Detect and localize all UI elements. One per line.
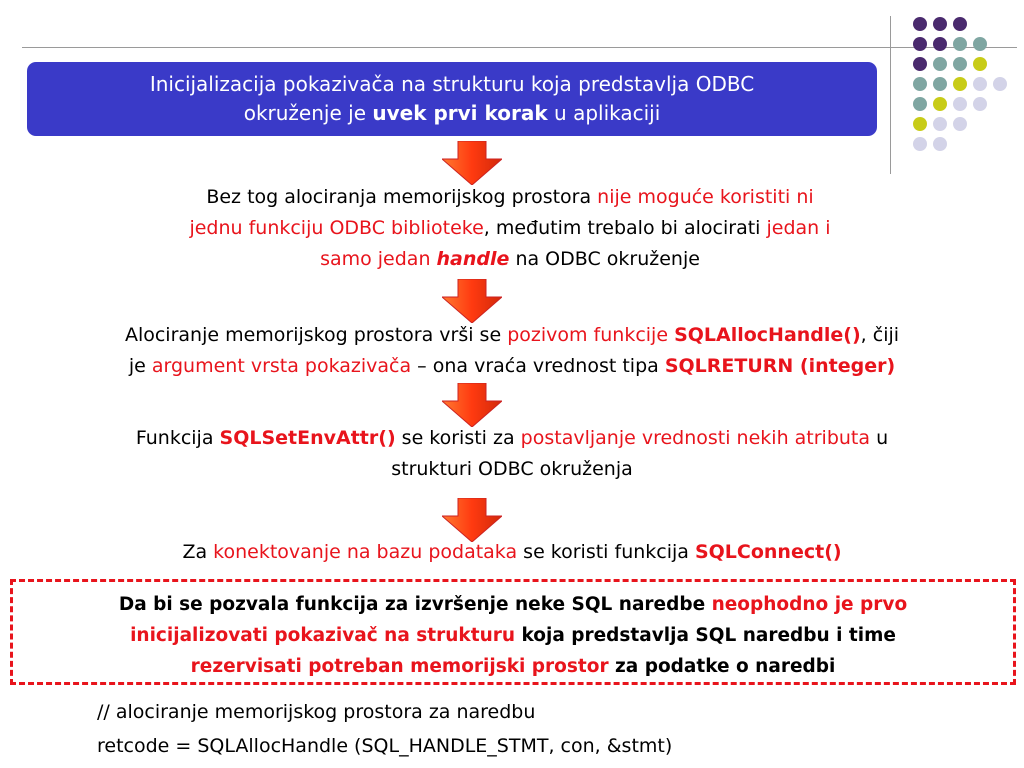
p4-function-name: SQLConnect() [694,541,842,563]
decorative-dot [973,37,987,51]
p4-text-c: se koristi funkcija [517,541,695,563]
decorative-dot [913,77,927,91]
p1-text-b: nije moguće koristiti ni [597,186,814,208]
decorative-dot [933,137,947,151]
p2-text-g: – ona vraća vrednost tipa [411,355,665,377]
p1-text-d: , međutim trebalo bi alocirati [483,217,767,239]
p3-text-c: se koristi za [395,427,521,449]
decorative-dot [913,117,927,131]
top-divider-line [22,47,1017,48]
statement-note-text [18,589,1008,682]
vertical-divider-line [890,16,891,174]
p2-text-d: , čiji [860,324,900,346]
paragraph-handle-requirement [60,182,960,275]
box-text-d: koja predstavlja SQL naredbu i time [515,625,896,646]
decorative-dot [913,137,927,151]
paragraph-set-env-attr [14,423,1010,485]
banner-line1: Inicijalizacija pokazivača na strukturu koja predstavlja ODBC [149,72,755,96]
decorative-dot [913,17,927,31]
p4-text-b: konektovanje na bazu podataka [213,541,518,563]
decorative-dot [973,77,987,91]
p3-text-f: strukturi ODBC okruženja [391,458,633,480]
p2-text-f: argument vrsta pokazivača [151,355,412,377]
box-text-a: Da bi se pozvala funkcija za izvršenje neke SQL naredbe [118,594,712,615]
decorative-dot [913,57,927,71]
box-text-c: inicijalizovati pokazivač na strukturu [130,625,516,646]
code-statement-line: retcode = SQLAllocHandle (SQL_HANDLE_STMT, con, &stmt) [97,735,673,757]
banner-line2-bold: uvek prvi korak [372,101,548,125]
box-text-b: neophodno je prvo [711,594,908,615]
down-arrow-icon [442,279,502,323]
decorative-dot [973,57,987,71]
decorative-dot [933,37,947,51]
decorative-dot [913,97,927,111]
decorative-dot [953,37,967,51]
p3-text-a: Funkcija [135,427,220,449]
down-arrow-icon [442,383,502,427]
paragraph-alloc-handle [14,320,1010,382]
p2-text-b: pozivom funkcije [507,324,675,346]
banner-line2-b: u aplikaciji [547,101,661,125]
decorative-dot [933,77,947,91]
p1-text-f: samo jedan [320,248,437,270]
down-arrow-icon [442,498,502,542]
decorative-dot [953,117,967,131]
decorative-dot [933,57,947,71]
p1-text-handle: handle [436,248,510,270]
decorative-dot [993,77,1007,91]
decorative-dot [933,97,947,111]
decorative-dot [953,57,967,71]
p3-function-name: SQLSetEnvAttr() [219,427,396,449]
decorative-dot [973,97,987,111]
down-arrow-icon [442,141,502,185]
p3-text-d: postavljanje vrednosti nekih atributa [520,427,871,449]
box-text-f: za podatke o naredbi [608,656,836,677]
p2-function-name: SQLAllocHandle() [674,324,861,346]
p1-text-a: Bez tog alociranja memorijskog prostora [206,186,598,208]
decorative-dot [953,17,967,31]
p1-text-c: jednu funkciju ODBC biblioteke [189,217,484,239]
box-text-e: rezervisati potreban memorijski prostor [190,656,609,677]
p2-text-a: Alociranje memorijskog prostora vrši se [124,324,508,346]
p4-text-a: Za [182,541,214,563]
paragraph-connect [14,537,1010,568]
decorative-dot [953,77,967,91]
p2-return-type: SQLRETURN (integer) [664,355,896,377]
p2-text-e: je [128,355,152,377]
decorative-dot [933,117,947,131]
p1-text-h: na ODBC okruženje [509,248,700,270]
code-comment-line: // alociranje memorijskog prostora za naredbu [97,701,536,723]
decorative-dot [953,97,967,111]
decorative-dot [933,17,947,31]
p3-text-e: u [870,427,889,449]
decorative-dot [913,37,927,51]
intro-banner [27,62,877,136]
banner-line2-a: okruženje je [243,101,373,125]
p1-text-e: jedan i [766,217,831,239]
